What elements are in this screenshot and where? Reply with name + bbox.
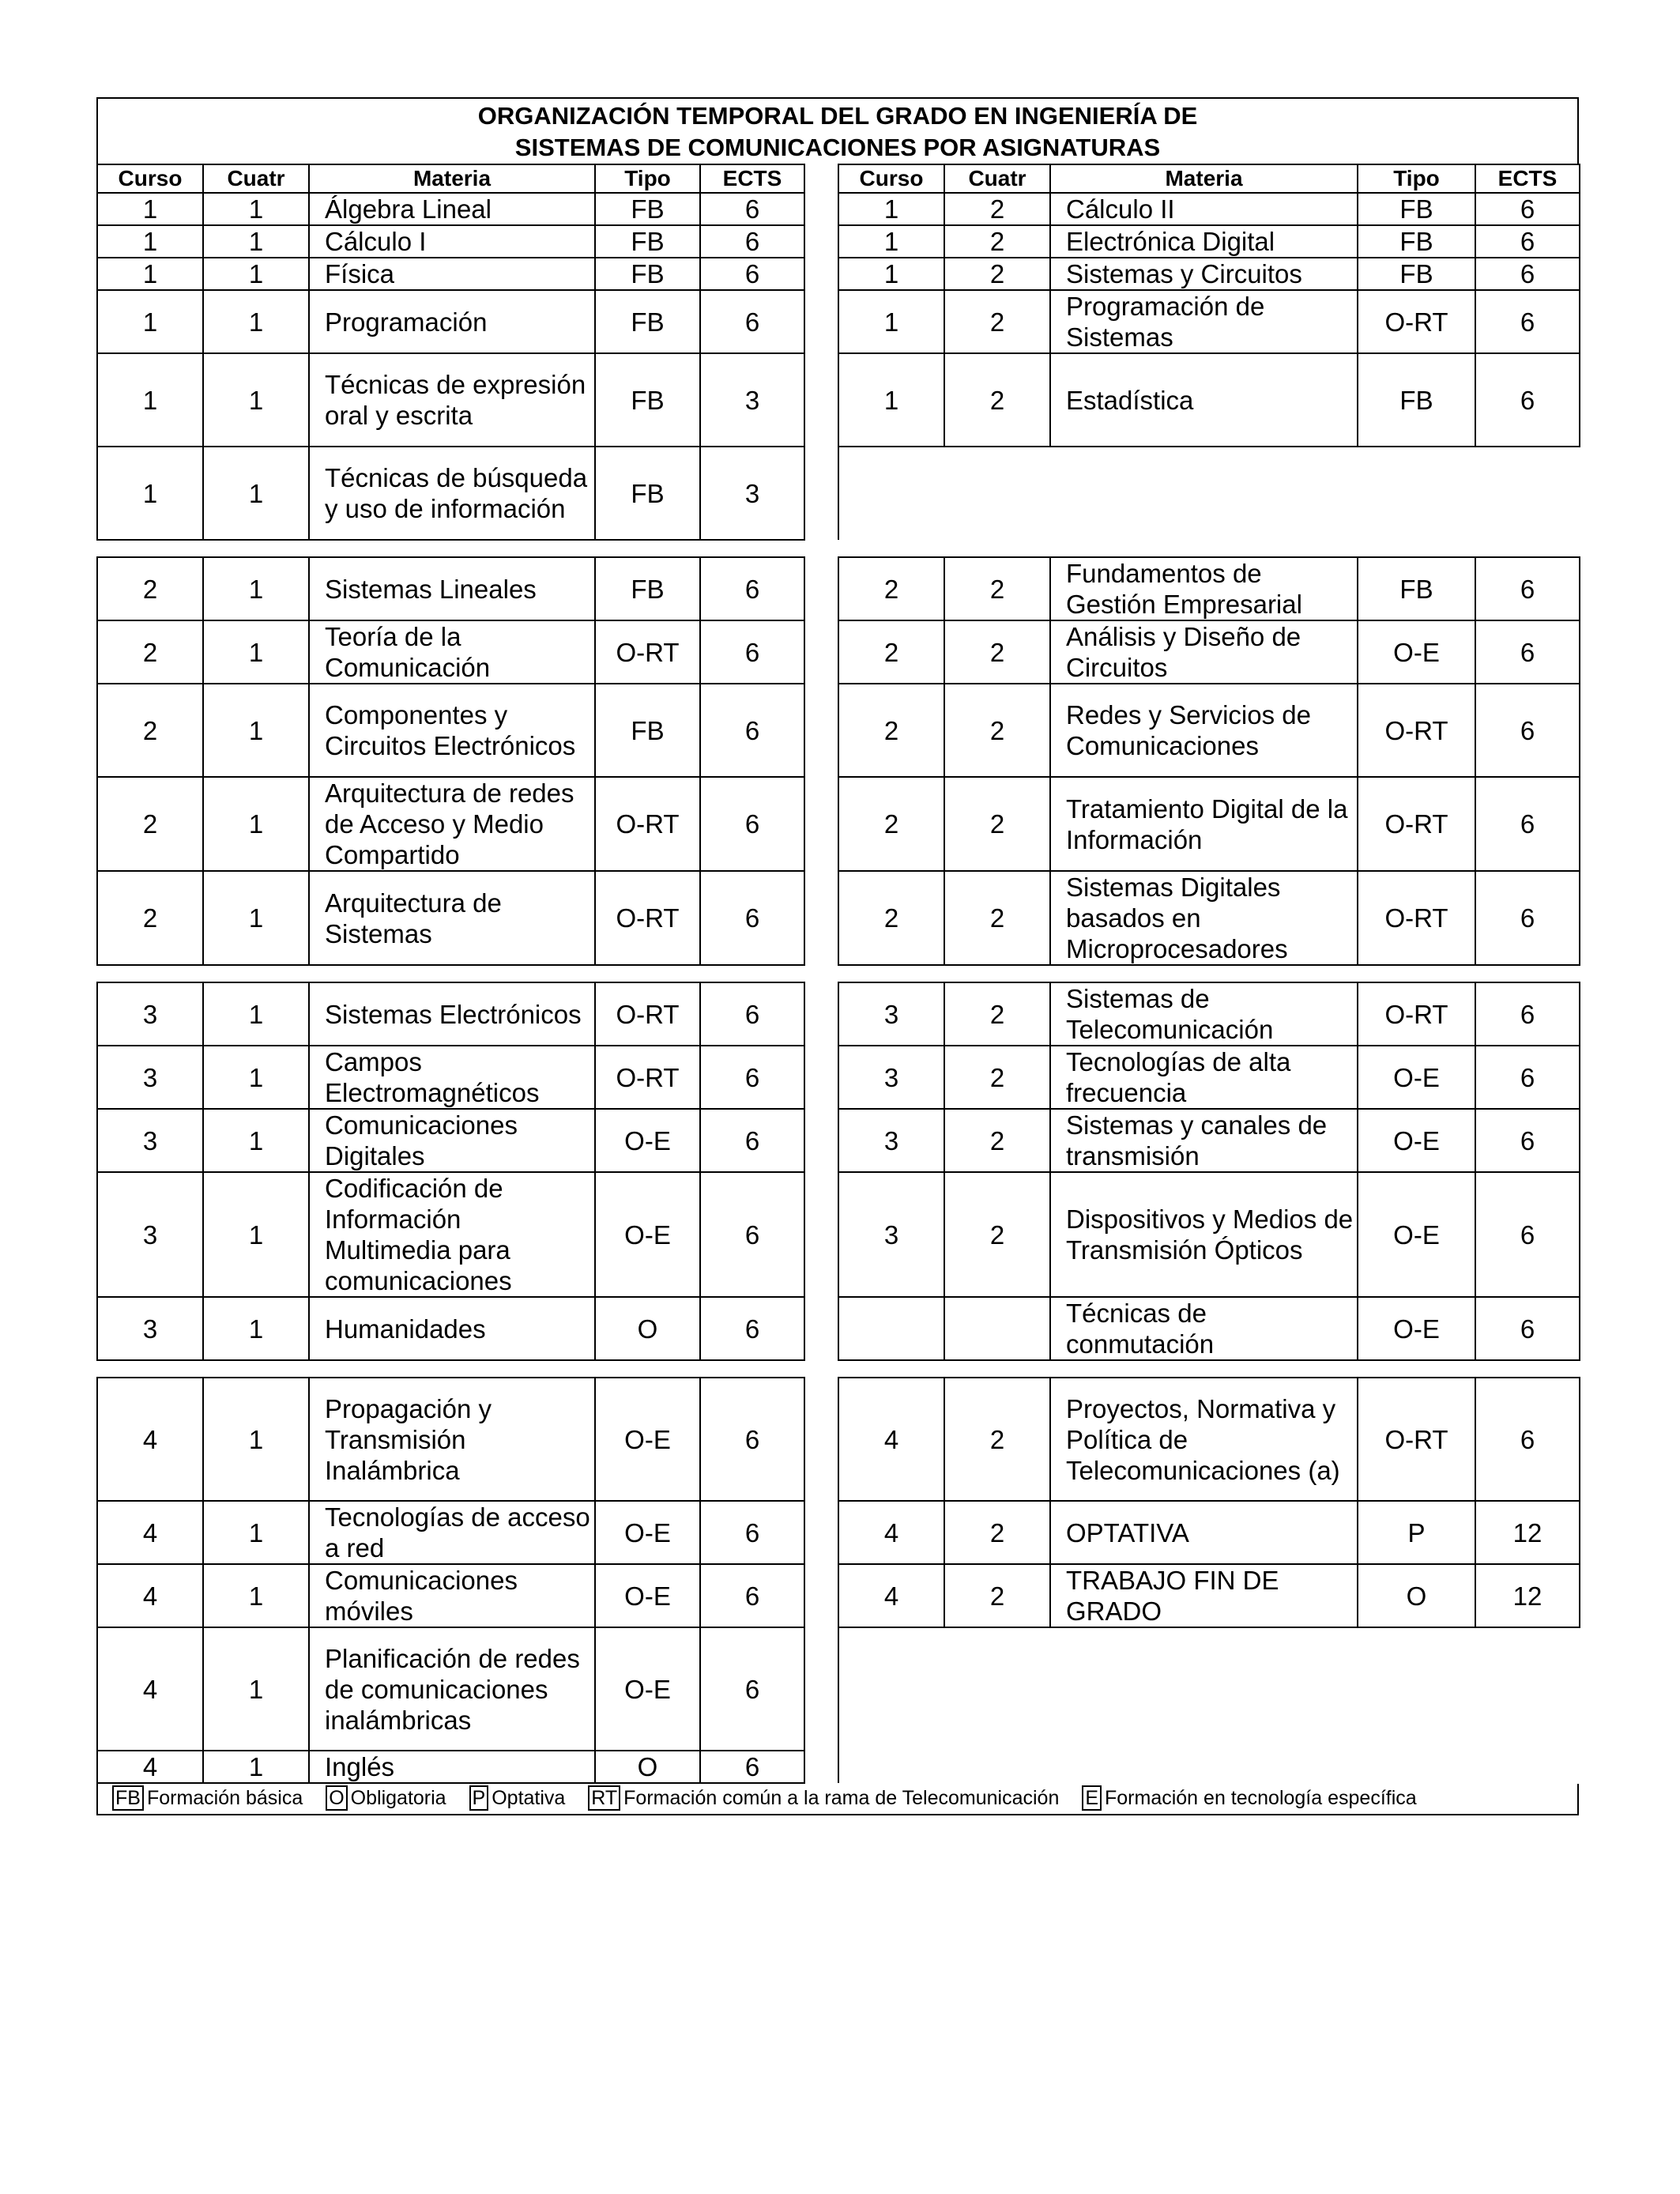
table-row (97, 777, 1580, 871)
left-tipo-cell: FB (595, 193, 700, 225)
table-row (97, 1378, 1580, 1501)
left-ects-cell: 6 (700, 193, 804, 225)
right-ects-cell: 6 (1475, 684, 1580, 777)
right-cuatr-cell (944, 1297, 1050, 1360)
left-curso-cell: 2 (97, 871, 203, 965)
separator-cell (97, 965, 1580, 982)
left-materia-cell: Comunicaciones Digitales (309, 1109, 595, 1172)
left-materia-cell: Comunicaciones móviles (309, 1564, 595, 1627)
right-curso-cell: 1 (838, 258, 944, 290)
right-cuatr-cell: 2 (944, 258, 1050, 290)
left-cuatr-cell: 1 (203, 258, 309, 290)
left-curso-cell: 1 (97, 447, 203, 540)
right-materia-cell: Electrónica Digital (1050, 225, 1358, 258)
right-tipo-cell: FB (1358, 193, 1475, 225)
left-curso-cell: 4 (97, 1627, 203, 1751)
left-curso-cell: 4 (97, 1501, 203, 1564)
header-row (97, 164, 1580, 193)
left-ects-cell: 6 (700, 290, 804, 353)
left-materia-cell: Humanidades (309, 1297, 595, 1360)
left-materia-cell: Planificación de redes de comunicaciones inalámbricas (309, 1627, 595, 1751)
left-curso-cell: 2 (97, 777, 203, 871)
legend-item (469, 1784, 566, 1812)
table-row (97, 1627, 1580, 1751)
table-row (97, 1172, 1580, 1297)
left-cuatr-cell: 1 (203, 1172, 309, 1297)
table-row (97, 1564, 1580, 1627)
right-tipo-cell: O-RT (1358, 871, 1475, 965)
right-curso-cell: 2 (838, 684, 944, 777)
right-cuatr-cell: 2 (944, 1564, 1050, 1627)
empty-cell (1050, 447, 1358, 540)
column-gap (804, 225, 838, 258)
header-cuatr: Cuatr (944, 164, 1050, 193)
block-separator (97, 1360, 1580, 1378)
left-materia-cell: Cálculo I (309, 225, 595, 258)
right-curso-cell: 1 (838, 353, 944, 447)
left-curso-cell: 3 (97, 982, 203, 1046)
left-cuatr-cell: 1 (203, 557, 309, 620)
left-materia-cell: Álgebra Lineal (309, 193, 595, 225)
empty-cell (1358, 1627, 1475, 1751)
table-row (97, 1046, 1580, 1109)
right-ects-cell: 6 (1475, 1378, 1580, 1501)
table-row (97, 620, 1580, 684)
right-materia-cell: Sistemas Digitales basados en Microprocesadores (1050, 871, 1358, 965)
right-tipo-cell: P (1358, 1501, 1475, 1564)
right-ects-cell: 6 (1475, 982, 1580, 1046)
right-cuatr-cell: 2 (944, 620, 1050, 684)
title-line-2: SISTEMAS DE COMUNICACIONES POR ASIGNATURAS (514, 134, 1161, 161)
left-curso-cell: 2 (97, 620, 203, 684)
right-tipo-cell: O-E (1358, 1172, 1475, 1297)
right-materia-cell: OPTATIVA (1050, 1501, 1358, 1564)
left-curso-cell: 3 (97, 1297, 203, 1360)
legend-code: P (469, 1785, 489, 1811)
left-curso-cell: 3 (97, 1109, 203, 1172)
right-ects-cell: 6 (1475, 225, 1580, 258)
right-cuatr-cell: 2 (944, 871, 1050, 965)
header-ects: ECTS (700, 164, 804, 193)
left-tipo-cell: FB (595, 557, 700, 620)
left-curso-cell: 4 (97, 1751, 203, 1783)
column-gap (804, 1297, 838, 1360)
table-row (97, 353, 1580, 447)
left-tipo-cell: FB (595, 290, 700, 353)
header-tipo: Tipo (1358, 164, 1475, 193)
left-materia-cell: Técnicas de búsqueda y uso de información (309, 447, 595, 540)
empty-cell (1050, 1627, 1358, 1751)
column-gap (804, 258, 838, 290)
right-ects-cell: 6 (1475, 1046, 1580, 1109)
right-curso-cell: 2 (838, 557, 944, 620)
right-cuatr-cell: 2 (944, 1378, 1050, 1501)
table-row (97, 225, 1580, 258)
table-row (97, 258, 1580, 290)
column-gap (804, 193, 838, 225)
right-tipo-cell: O-RT (1358, 982, 1475, 1046)
left-cuatr-cell: 1 (203, 1564, 309, 1627)
legend-item (588, 1784, 1059, 1812)
table-row (97, 982, 1580, 1046)
left-cuatr-cell: 1 (203, 620, 309, 684)
left-curso-cell: 1 (97, 225, 203, 258)
legend (96, 1784, 1579, 1815)
left-ects-cell: 6 (700, 225, 804, 258)
left-curso-cell: 2 (97, 557, 203, 620)
header-materia: Materia (1050, 164, 1358, 193)
column-gap (804, 353, 838, 447)
right-curso-cell: 1 (838, 193, 944, 225)
page-title (96, 97, 1579, 164)
column-gap (804, 1109, 838, 1172)
table-row (97, 290, 1580, 353)
right-tipo-cell: O (1358, 1564, 1475, 1627)
right-tipo-cell: O-RT (1358, 777, 1475, 871)
left-tipo-cell: O-E (595, 1627, 700, 1751)
left-ects-cell: 6 (700, 1378, 804, 1501)
left-tipo-cell: O-RT (595, 982, 700, 1046)
legend-item (1082, 1784, 1416, 1812)
empty-cell (1358, 447, 1475, 540)
right-ects-cell: 6 (1475, 258, 1580, 290)
legend-text: Formación común a la rama de Telecomunicación (623, 1787, 1060, 1809)
legend-text: Obligatoria (350, 1787, 446, 1809)
right-tipo-cell: O-RT (1358, 684, 1475, 777)
left-materia-cell: Arquitectura de Sistemas (309, 871, 595, 965)
right-materia-cell: Proyectos, Normativa y Política de Telecomunicaciones (a) (1050, 1378, 1358, 1501)
right-tipo-cell: O-E (1358, 1297, 1475, 1360)
column-gap (804, 557, 838, 620)
right-cuatr-cell: 2 (944, 290, 1050, 353)
legend-code: RT (588, 1785, 620, 1811)
right-cuatr-cell: 2 (944, 684, 1050, 777)
table-row (97, 1501, 1580, 1564)
table-row (97, 193, 1580, 225)
empty-cell (944, 1627, 1050, 1751)
left-curso-cell: 1 (97, 258, 203, 290)
title-line-1: ORGANIZACIÓN TEMPORAL DEL GRADO EN INGENIERÍA DE (477, 102, 1198, 130)
column-gap (804, 1046, 838, 1109)
right-cuatr-cell: 2 (944, 777, 1050, 871)
left-materia-cell: Tecnologías de acceso a red (309, 1501, 595, 1564)
separator-cell (97, 1360, 1580, 1378)
empty-cell (838, 1751, 944, 1783)
right-materia-cell: Programación de Sistemas (1050, 290, 1358, 353)
column-gap (804, 684, 838, 777)
right-cuatr-cell: 2 (944, 1046, 1050, 1109)
right-ects-cell: 6 (1475, 1297, 1580, 1360)
left-ects-cell: 6 (700, 620, 804, 684)
right-cuatr-cell: 2 (944, 1501, 1050, 1564)
right-materia-cell: Estadística (1050, 353, 1358, 447)
left-materia-cell: Programación (309, 290, 595, 353)
left-tipo-cell: O (595, 1751, 700, 1783)
table-row (97, 557, 1580, 620)
left-tipo-cell: O-E (595, 1109, 700, 1172)
left-materia-cell: Sistemas Lineales (309, 557, 595, 620)
column-gap (804, 1564, 838, 1627)
header-materia: Materia (309, 164, 595, 193)
left-cuatr-cell: 1 (203, 447, 309, 540)
column-gap (804, 620, 838, 684)
header-curso: Curso (838, 164, 944, 193)
right-curso-cell: 1 (838, 290, 944, 353)
left-cuatr-cell: 1 (203, 1109, 309, 1172)
right-cuatr-cell: 2 (944, 225, 1050, 258)
left-curso-cell: 3 (97, 1046, 203, 1109)
left-materia-cell: Propagación y Transmisión Inalámbrica (309, 1378, 595, 1501)
left-tipo-cell: O-E (595, 1501, 700, 1564)
left-materia-cell: Codificación de Información Multimedia para comunicaciones (309, 1172, 595, 1297)
right-materia-cell: Tecnologías de alta frecuencia (1050, 1046, 1358, 1109)
left-tipo-cell: O-E (595, 1564, 700, 1627)
legend-code: E (1082, 1785, 1102, 1811)
left-tipo-cell: FB (595, 447, 700, 540)
left-tipo-cell: FB (595, 258, 700, 290)
block-separator (97, 540, 1580, 557)
left-ects-cell: 6 (700, 1501, 804, 1564)
left-tipo-cell: O-E (595, 1172, 700, 1297)
right-materia-cell: Redes y Servicios de Comunicaciones (1050, 684, 1358, 777)
column-gap (804, 1501, 838, 1564)
left-cuatr-cell: 1 (203, 353, 309, 447)
left-ects-cell: 6 (700, 1627, 804, 1751)
column-gap (804, 777, 838, 871)
right-curso-cell: 1 (838, 225, 944, 258)
column-gap (804, 1751, 838, 1783)
left-tipo-cell: FB (595, 225, 700, 258)
right-cuatr-cell: 2 (944, 353, 1050, 447)
left-cuatr-cell: 1 (203, 871, 309, 965)
table-row (97, 1751, 1580, 1783)
right-ects-cell: 12 (1475, 1564, 1580, 1627)
right-tipo-cell: FB (1358, 225, 1475, 258)
right-materia-cell: Dispositivos y Medios de Transmisión Ópticos (1050, 1172, 1358, 1297)
block-separator (97, 965, 1580, 982)
right-cuatr-cell: 2 (944, 193, 1050, 225)
legend-text: Formación en tecnología específica (1105, 1787, 1417, 1809)
right-materia-cell: Sistemas y Circuitos (1050, 258, 1358, 290)
legend-code: O (326, 1785, 347, 1811)
left-curso-cell: 1 (97, 290, 203, 353)
left-cuatr-cell: 1 (203, 290, 309, 353)
right-materia-cell: Cálculo II (1050, 193, 1358, 225)
left-materia-cell: Campos Electromagnéticos (309, 1046, 595, 1109)
right-curso-cell: 2 (838, 777, 944, 871)
right-materia-cell: Análisis y Diseño de Circuitos (1050, 620, 1358, 684)
left-cuatr-cell: 1 (203, 982, 309, 1046)
left-materia-cell: Técnicas de expresión oral y escrita (309, 353, 595, 447)
left-materia-cell: Inglés (309, 1751, 595, 1783)
left-curso-cell: 1 (97, 193, 203, 225)
left-ects-cell: 6 (700, 1109, 804, 1172)
right-curso-cell: 4 (838, 1501, 944, 1564)
right-ects-cell: 6 (1475, 557, 1580, 620)
left-tipo-cell: O-RT (595, 777, 700, 871)
left-ects-cell: 3 (700, 353, 804, 447)
empty-cell (1358, 1751, 1475, 1783)
right-cuatr-cell: 2 (944, 982, 1050, 1046)
column-gap (804, 447, 838, 540)
right-ects-cell: 6 (1475, 777, 1580, 871)
left-tipo-cell: O-E (595, 1378, 700, 1501)
left-ects-cell: 6 (700, 871, 804, 965)
right-materia-cell: Tratamiento Digital de la Información (1050, 777, 1358, 871)
right-ects-cell: 6 (1475, 1172, 1580, 1297)
legend-item (326, 1784, 446, 1812)
header-ects: ECTS (1475, 164, 1580, 193)
left-cuatr-cell: 1 (203, 225, 309, 258)
right-materia-cell: Sistemas de Telecomunicación (1050, 982, 1358, 1046)
left-tipo-cell: FB (595, 684, 700, 777)
document-page (96, 97, 1579, 1815)
right-materia-cell: TRABAJO FIN DE GRADO (1050, 1564, 1358, 1627)
left-tipo-cell: O-RT (595, 871, 700, 965)
column-gap (804, 1172, 838, 1297)
right-tipo-cell: FB (1358, 258, 1475, 290)
right-ects-cell: 6 (1475, 193, 1580, 225)
legend-code: FB (112, 1785, 144, 1811)
header-tipo: Tipo (595, 164, 700, 193)
separator-cell (97, 540, 1580, 557)
table-row (97, 871, 1580, 965)
right-curso-cell: 2 (838, 620, 944, 684)
left-cuatr-cell: 1 (203, 1627, 309, 1751)
right-tipo-cell: FB (1358, 353, 1475, 447)
right-curso-cell: 3 (838, 1172, 944, 1297)
empty-cell (1050, 1751, 1358, 1783)
legend-item (112, 1784, 303, 1812)
right-ects-cell: 6 (1475, 871, 1580, 965)
left-materia-cell: Componentes y Circuitos Electrónicos (309, 684, 595, 777)
left-cuatr-cell: 1 (203, 684, 309, 777)
header-cuatr: Cuatr (203, 164, 309, 193)
right-ects-cell: 6 (1475, 1109, 1580, 1172)
left-tipo-cell: O-RT (595, 1046, 700, 1109)
column-gap (804, 982, 838, 1046)
right-curso-cell: 2 (838, 871, 944, 965)
left-curso-cell: 4 (97, 1564, 203, 1627)
left-cuatr-cell: 1 (203, 1501, 309, 1564)
empty-cell (838, 1627, 944, 1751)
left-cuatr-cell: 1 (203, 193, 309, 225)
right-curso-cell: 4 (838, 1378, 944, 1501)
left-ects-cell: 6 (700, 1046, 804, 1109)
right-tipo-cell: O-RT (1358, 290, 1475, 353)
left-ects-cell: 6 (700, 1297, 804, 1360)
column-gap (804, 1378, 838, 1501)
left-cuatr-cell: 1 (203, 1751, 309, 1783)
left-ects-cell: 6 (700, 1564, 804, 1627)
empty-cell (944, 1751, 1050, 1783)
table-row (97, 1109, 1580, 1172)
left-materia-cell: Arquitectura de redes de Acceso y Medio Compartido (309, 777, 595, 871)
right-cuatr-cell: 2 (944, 1109, 1050, 1172)
left-cuatr-cell: 1 (203, 1378, 309, 1501)
right-tipo-cell: FB (1358, 557, 1475, 620)
right-materia-cell: Fundamentos de Gestión Empresarial (1050, 557, 1358, 620)
left-tipo-cell: O-RT (595, 620, 700, 684)
right-tipo-cell: O-E (1358, 1109, 1475, 1172)
left-ects-cell: 6 (700, 258, 804, 290)
empty-cell (944, 447, 1050, 540)
right-tipo-cell: O-E (1358, 1046, 1475, 1109)
header-curso: Curso (97, 164, 203, 193)
left-cuatr-cell: 1 (203, 1297, 309, 1360)
left-ects-cell: 6 (700, 1172, 804, 1297)
left-curso-cell: 2 (97, 684, 203, 777)
column-gap (804, 290, 838, 353)
left-cuatr-cell: 1 (203, 777, 309, 871)
right-ects-cell: 6 (1475, 620, 1580, 684)
left-materia-cell: Teoría de la Comunicación (309, 620, 595, 684)
left-curso-cell: 4 (97, 1378, 203, 1501)
column-gap (804, 871, 838, 965)
empty-cell (838, 447, 944, 540)
left-tipo-cell: O (595, 1297, 700, 1360)
right-curso-cell: 3 (838, 1109, 944, 1172)
legend-text: Optativa (492, 1787, 566, 1809)
empty-cell (1475, 1751, 1580, 1783)
left-ects-cell: 6 (700, 1751, 804, 1783)
right-materia-cell: Técnicas de conmutación (1050, 1297, 1358, 1360)
left-ects-cell: 6 (700, 684, 804, 777)
table-row (97, 447, 1580, 540)
right-ects-cell: 6 (1475, 290, 1580, 353)
left-ects-cell: 3 (700, 447, 804, 540)
left-materia-cell: Física (309, 258, 595, 290)
left-ects-cell: 6 (700, 557, 804, 620)
right-curso-cell (838, 1297, 944, 1360)
legend-text: Formación básica (146, 1787, 303, 1809)
right-tipo-cell: O-RT (1358, 1378, 1475, 1501)
left-cuatr-cell: 1 (203, 1046, 309, 1109)
left-ects-cell: 6 (700, 777, 804, 871)
left-materia-cell: Sistemas Electrónicos (309, 982, 595, 1046)
right-ects-cell: 12 (1475, 1501, 1580, 1564)
left-curso-cell: 1 (97, 353, 203, 447)
table-row (97, 1297, 1580, 1360)
table-row (97, 684, 1580, 777)
schedule-table (96, 164, 1580, 1784)
right-materia-cell: Sistemas y canales de transmisión (1050, 1109, 1358, 1172)
column-gap (804, 1627, 838, 1751)
right-curso-cell: 4 (838, 1564, 944, 1627)
right-ects-cell: 6 (1475, 353, 1580, 447)
right-cuatr-cell: 2 (944, 1172, 1050, 1297)
left-ects-cell: 6 (700, 982, 804, 1046)
right-curso-cell: 3 (838, 982, 944, 1046)
right-cuatr-cell: 2 (944, 557, 1050, 620)
left-tipo-cell: FB (595, 353, 700, 447)
right-tipo-cell: O-E (1358, 620, 1475, 684)
right-curso-cell: 3 (838, 1046, 944, 1109)
left-curso-cell: 3 (97, 1172, 203, 1297)
empty-cell (1475, 1627, 1580, 1751)
column-gap (804, 164, 838, 193)
empty-cell (1475, 447, 1580, 540)
